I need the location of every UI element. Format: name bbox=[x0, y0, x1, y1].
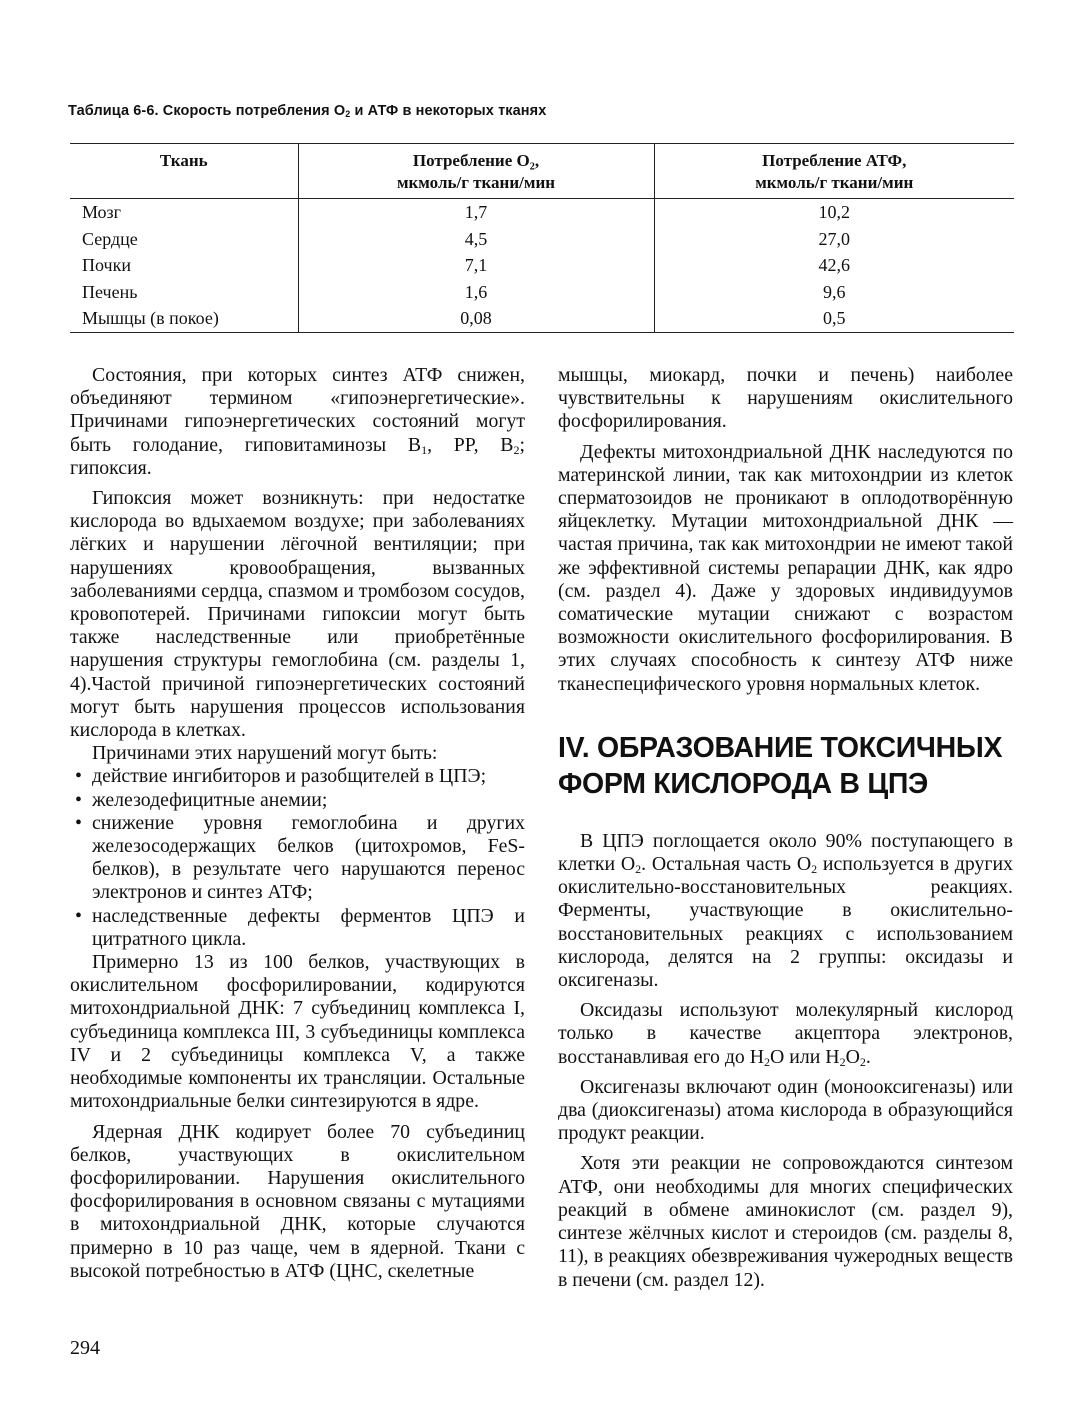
cell-atp: 27,0 bbox=[654, 226, 1014, 253]
table-row bbox=[70, 279, 1014, 306]
paragraph: Ядерная ДНК кодирует более 70 субъединиц белков, участвующих в окислительном фосфорилировании. Нарушения окислительного фосфорилирования в основном связаны с мутациями в митохондриальной ДНК, которые случаются примерно в 10 раз чаще, чем в ядерной. Ткани с высокой потребностью в АТФ (ЦНС, скелетные bbox=[70, 1120, 525, 1282]
cell-atp: 9,6 bbox=[654, 279, 1014, 306]
header-tissue: Ткань bbox=[70, 144, 298, 199]
list-item: • снижение уровня гемоглобина и других железосодержащих белков (цитохромов, FeS-белков), в результате чего нарушаются перенос электронов и синтез АТФ; bbox=[70, 812, 525, 905]
table-caption: Таблица 6-6. Скорость потребления $O_2$ и АТФ в некоторых тканях bbox=[68, 103, 547, 119]
cell-o2: 1,6 bbox=[298, 279, 654, 306]
list-item: • действие ингибиторов и разобщителей в ЦПЭ; bbox=[70, 765, 525, 788]
cell-tissue: Мозг bbox=[82, 202, 122, 222]
cell-atp: 10,2 bbox=[654, 199, 1014, 226]
header-o2: Потребление O₂, мкмоль/г ткани/мин bbox=[298, 144, 654, 199]
cell-atp: 42,6 bbox=[654, 252, 1014, 279]
header-atp: Потребление АТФ, мкмоль/г ткани/мин bbox=[654, 144, 1014, 199]
paragraph: В ЦПЭ поглощается около 90% поступающего в клетки $O_2$. Остальная часть $O_2$ используется в других окислительно-восстановительных реакциях. Ферменты, участвующие в окислительно-восстановительных реакциях с использованием кислорода, делятся на 2 группы: оксидазы и оксигеназы. bbox=[558, 829, 1013, 992]
paragraph: Оксидазы используют молекулярный кислород только в качестве акцептора электронов, восстанавливая его до $H_2O$ или $H_2O_2$. bbox=[558, 999, 1013, 1069]
paragraph: Хотя эти реакции не сопровождаются синтезом АТФ, они необходимы для многих специфических реакций в обмене аминокислот (см. раздел 9), синтезе жёлчных кислот и стероидов (см. разделы 8, 11), в реакциях обезвреживания чужеродных веществ в печени (см. раздел 12). bbox=[558, 1152, 1013, 1291]
table-row bbox=[70, 252, 1014, 279]
cell-tissue: Почки bbox=[82, 255, 131, 276]
table-row bbox=[70, 226, 1014, 253]
paragraph: Дефекты митохондриальной ДНК наследуются по материнской линии, так как митохондрии из клеток сперматозоидов не проникают в оплодотворённую яйцеклетку. Мутации митохондриальной ДНК — частая причина, так как митохондрии не имеют такой же эффективной системы репарации ДНК, как ядро (см. раздел 4). Даже у здоровых индивидуумов соматические мутации снижают с возрастом возможности окислительного фосфорилирования. В этих случаях способность к синтезу АТФ ниже тканеспецифического уровня нормальных клеток. bbox=[558, 440, 1013, 695]
cell-tissue: Печень bbox=[82, 281, 138, 302]
cell-o2: 7,1 bbox=[298, 252, 654, 279]
page-number: 294 bbox=[70, 1337, 100, 1359]
table-row bbox=[70, 305, 1014, 332]
paragraph: Примерно 13 из 100 белков, участвующих в окислительном фосфорилировании, кодируются митохондриальной ДНК: 7 субъединиц комплекса I, субъединица комплекса III, 3 субъединицы комплекса IV и 2 субъединицы комплекса V, а также необходимые компоненты их трансляции. Остальные митохондриальные белки синтезируются в ядре. bbox=[70, 951, 525, 1113]
right-column bbox=[558, 364, 1013, 1292]
left-column bbox=[70, 364, 525, 1283]
cell-tissue: Мышцы (в покое) bbox=[82, 308, 219, 329]
cell-o2: 1,7 bbox=[298, 199, 654, 226]
table-row bbox=[70, 199, 1014, 226]
paragraph: Состояния, при которых синтез АТФ снижен, объединяют термином «гипоэнергетические». Причинами гипоэнергетических состояний могут быть голодание, гиповитаминозы $B_1$, PP, $B_2$; гипоксия. bbox=[70, 364, 525, 479]
cell-o2: 0,08 bbox=[298, 305, 654, 332]
paragraph: мышцы, миокард, почки и печень) наиболее чувствительны к нарушениям окислительного фосфорилирования. bbox=[558, 364, 1013, 433]
paragraph: Причинами этих нарушений могут быть: bbox=[92, 742, 438, 765]
section-heading: IV. ОБРАЗОВАНИЕ ТОКСИЧНЫХ ФОРМ КИСЛОРОДА В ЦПЭ bbox=[558, 731, 1003, 800]
cell-atp: 0,5 bbox=[654, 305, 1014, 332]
table-header-row bbox=[70, 144, 1014, 199]
list-item: • наследственные дефекты ферментов ЦПЭ и цитратного цикла. bbox=[70, 905, 525, 951]
list-item: • железодефицитные анемии; bbox=[70, 789, 525, 812]
cell-o2: 4,5 bbox=[298, 226, 654, 253]
paragraph: Оксигеназы включают один (монооксигеназы) или два (диоксигеназы) атома кислорода в образующийся продукт реакции. bbox=[558, 1075, 1013, 1145]
paragraph: Гипоксия может возникнуть: при недостатке кислорода во вдыхаемом воздухе; при заболеваниях лёгких и нарушении лёгочной вентиляции; при нарушениях кровообращения, вызванных заболеваниями сердца, спазмом и тромбозом сосудов, кровопотерей. Причинами гипоксии могут быть также наследственные или приобретённые нарушения структуры гемоглобина (см. разделы 1, 4).Частой причиной гипоэнергетических состояний могут быть нарушения процессов использования кислорода в клетках. bbox=[70, 487, 525, 742]
consumption-table bbox=[70, 143, 1014, 333]
bullet-list bbox=[70, 765, 525, 951]
cell-tissue: Сердце bbox=[82, 228, 138, 249]
